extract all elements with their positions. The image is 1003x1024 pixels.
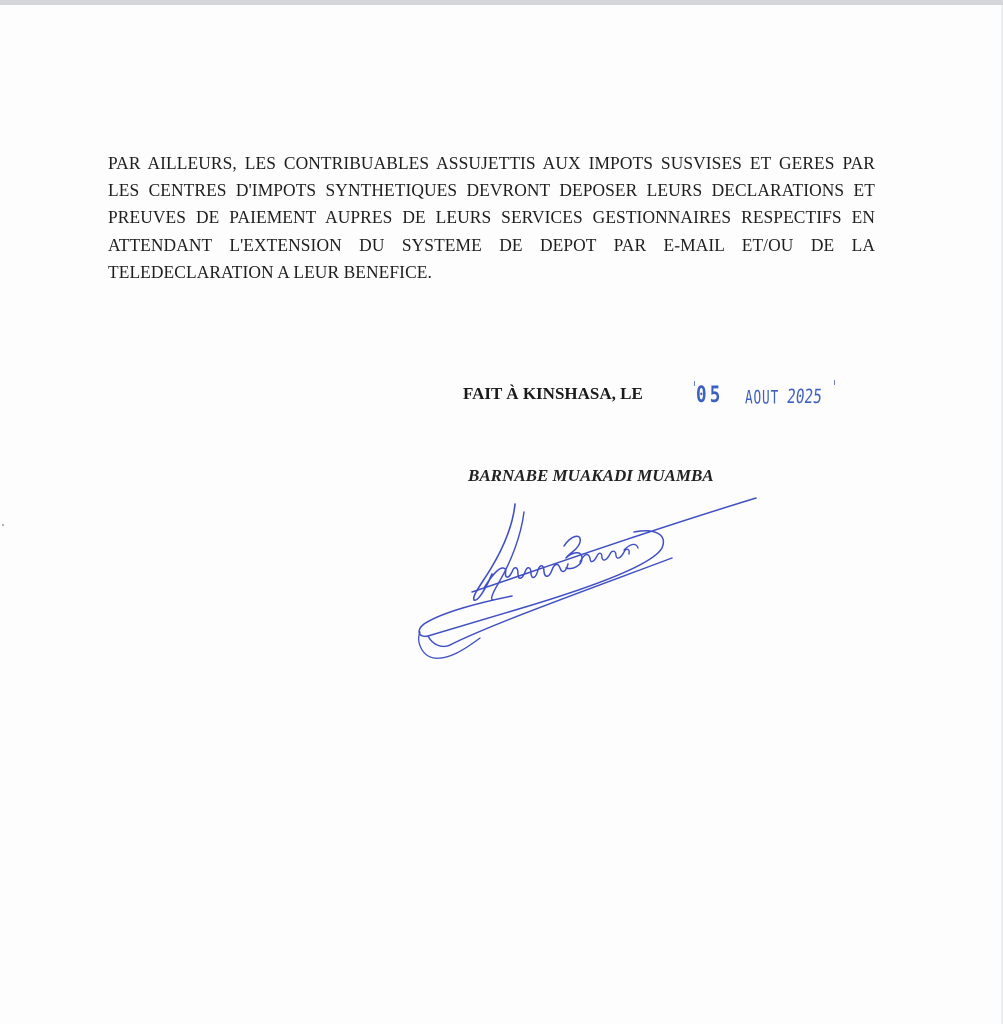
date-stamp <box>696 383 828 408</box>
stamp-year: 2025 <box>785 385 823 409</box>
stamp-tick-left <box>694 381 695 386</box>
scan-speck <box>2 524 4 526</box>
stamp-day: 05 <box>696 383 724 408</box>
place-date-label: FAIT À KINSHASA, LE <box>463 384 643 403</box>
body-paragraph: PAR AILLEURS, LES CONTRIBUABLES ASSUJETTIS AUX IMPOTS SUSVISES ET GERES PAR LES CENTRES D'IMPOTS SYNTHETIQUES DEVRONT DEPOSER LEURS DECLARATIONS ET PREUVES DE PAIEMENT AUPRES DE LEURS SERVICES GESTIONNAIRES RESPECTIFS EN ATTENDANT L'EXTENSION DU SYSTEME DE DEPOT PAR E-MAIL ET/OU DE LA TELEDECLARATION A LEUR BENEFICE. <box>108 153 875 282</box>
signature-icon <box>412 492 764 667</box>
stamp-month: AOUT <box>744 385 779 409</box>
stamp-tick-right <box>834 380 835 385</box>
signatory-name: BARNABE MUAKADI MUAMBA <box>468 466 714 485</box>
top-edge-strip <box>0 0 1003 5</box>
